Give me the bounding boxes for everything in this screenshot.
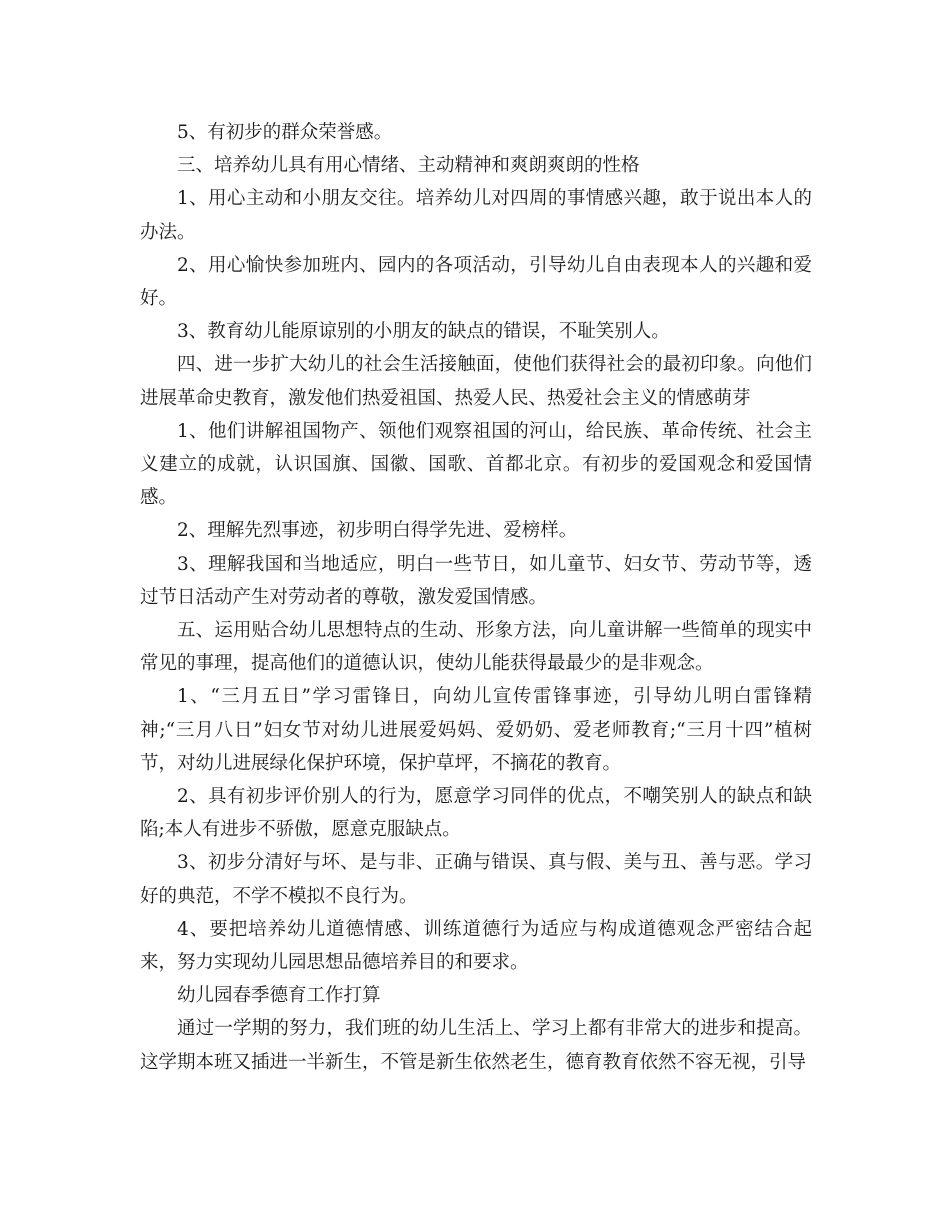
section-heading-5: 五、运用贴合幼儿思想特点的生动、形象方法，向儿童讲解一些简单的现实中常见的事理，提高他们的道德认识，使幼儿能获得最最少的是非观念。 — [140, 620, 812, 675]
document-body — [140, 116, 812, 1079]
document-title: 幼儿园春季德育工作打算 — [177, 985, 381, 1007]
paragraph-12: 2、具有初步评价别人的行为，愿意学习同伴的优点，不嘲笑别人的缺点和缺陷;本人有进步不骄傲，愿意克服缺点。 — [140, 786, 812, 841]
paragraph-5: 3、教育幼儿能原谅别的小朋友的缺点的错误，不耻笑别人。 — [177, 321, 670, 343]
paragraph-16: 通过一学期的努力，我们班的幼儿生活上、学习上都有非常大的进步和提高。这学期本班又插进一半新生，不管是新生依然老生，德育教育依然不容无视，引导 — [140, 1018, 812, 1073]
paragraph-1: 5、有初步的群众荣誉感。 — [177, 122, 393, 143]
paragraph-8: 2、理解先烈事迹，初步明白得学先进、爱榜样。 — [177, 520, 578, 542]
paragraph-9: 3、理解我国和当地适应，明白一些节日，如儿童节、妇女节、劳动节等，透过节日活动产生对劳动者的尊敬，激发爱国情感。 — [140, 553, 812, 608]
paragraph-13: 3、初步分清好与坏、是与非、正确与错误、真与假、美与丑、善与恶。学习好的典范，不学不模拟不良行为。 — [140, 852, 812, 907]
paragraph-14: 4、要把培养幼儿道德情感、训练道德行为适应与构成道德观念严密结合起来，努力实现幼儿园思想品德培养目的和要求。 — [140, 918, 812, 974]
section-heading-3: 三、培养幼儿具有用心情绪、主动精神和爽朗爽朗的性格 — [177, 155, 640, 177]
paragraph-4: 2、用心愉快参加班内、园内的各项活动，引导幼儿自由表现本人的兴趣和爱好。 — [140, 254, 812, 310]
section-heading-4: 四、进一步扩大幼儿的社会生活接触面，使他们获得社会的最初印象。向他们进展革命史教育，激发他们热爱祖国、热爱人民、热爱社会主义的情感萌芽 — [140, 354, 812, 409]
paragraph-11: 1、“三月五日”学习雷锋日，向幼儿宣传雷锋事迹，引导幼儿明白雷锋精神;“三月八日”妇女节对幼儿进展爱妈妈、爱奶奶、爱老师教育;“三月十四”植树节，对幼儿进展绿化保护环境，保护草坪，不摘花的教育。 — [140, 686, 812, 774]
paragraph-3: 1、用心主动和小朋友交往。培养幼儿对四周的事情感兴趣，敢于说出本人的办法。 — [140, 188, 812, 243]
paragraph-7: 1、他们讲解祖国物产、领他们观察祖国的河山，给民族、革命传统、社会主义建立的成就，认识国旗、国徽、国歌、首都北京。有初步的爱国观念和爱国情感。 — [140, 420, 812, 509]
